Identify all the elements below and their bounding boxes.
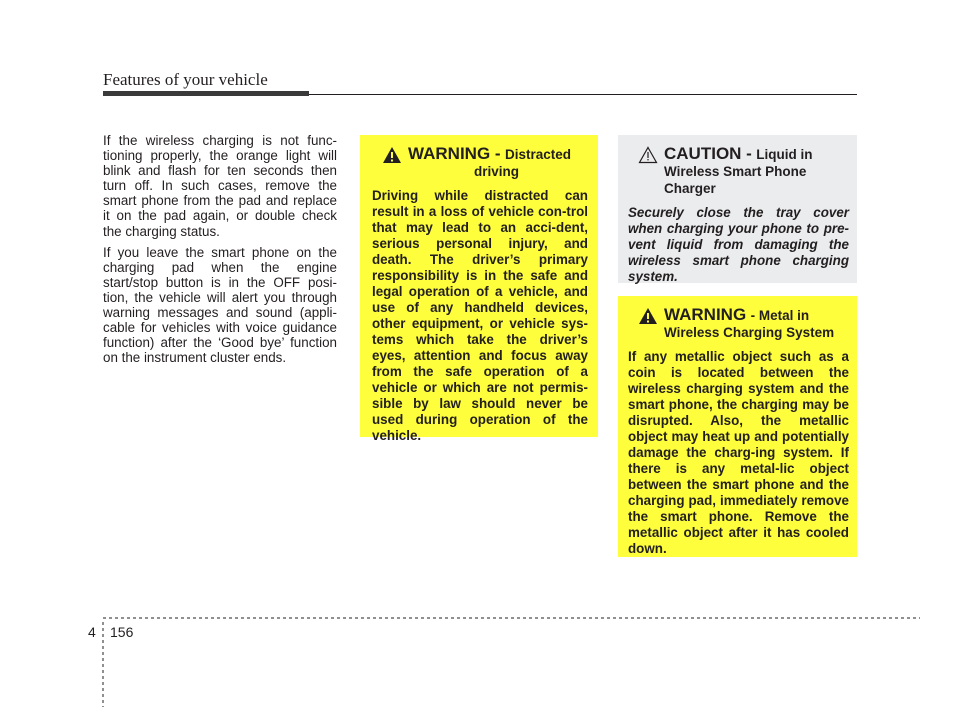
caution-liquid-text: Securely close the tray cover when charging your phone to pre-vent liquid from damaging the wireless smart phone charging system. [628,205,849,284]
warning-subject-line2: driving [474,164,520,179]
caution-subject: Liquid in [756,147,813,162]
warning-subject-line2: Wireless Charging System [664,325,835,340]
page-number: 156 [110,624,134,640]
warning-metal-text: If any metallic object such as a coin is located between the wireless charging system and the smart phone, the charging may be disrupted. Also, the metallic object may heat up and potentially damage the charg-ing system. If there is any metal-lic object between the smart phone and the charging pad, immediately remove the smart phone. Remove the metallic object after it has cooled down. [628,349,849,556]
page-header-title: Features of your vehicle [103,70,268,89]
warning-label: WARNING - [408,144,501,163]
caution-subject-line2: Wireless Smart Phone [664,164,807,179]
warning-subject: - Metal in [750,308,810,323]
warning-distracted-text: Driving while distracted can result in a loss of vehicle con-trol that may lead to an acci-dent, serious personal injury, and death. The driver’s primary responsibility is in the safe and legal operation of a vehicle, and use of any handheld devices, other equipment, or vehicle sys-tems which take the driver’s eyes, attention and focus away from the safe operation of a vehicle or which are not permis-sible by law should never be used during operation of the vehicle. [372,188,588,443]
warning-label: WARNING [664,305,747,324]
body-paragraph: If you leave the smart phone on the charging pad when the engine start/stop button is in the OFF posi-tion, the vehicle will alert you through warning messages and sound (appli-cable for vehicles with voice guidance function) after the ‘Good bye’ function on the instrument cluster ends. [103,244,337,366]
warning-subject: Distracted [505,147,572,162]
caution-subject-line3: Charger [664,181,716,196]
chapter-number: 4 [88,624,96,640]
caution-label: CAUTION - [664,144,752,163]
body-paragraph: If the wireless charging is not func-tioning properly, the orange light will blink and flash for ten seconds then turn off. In such cases, remove the smart phone from the pad and replace it on the pad again, or double check the charging status. [103,133,337,239]
